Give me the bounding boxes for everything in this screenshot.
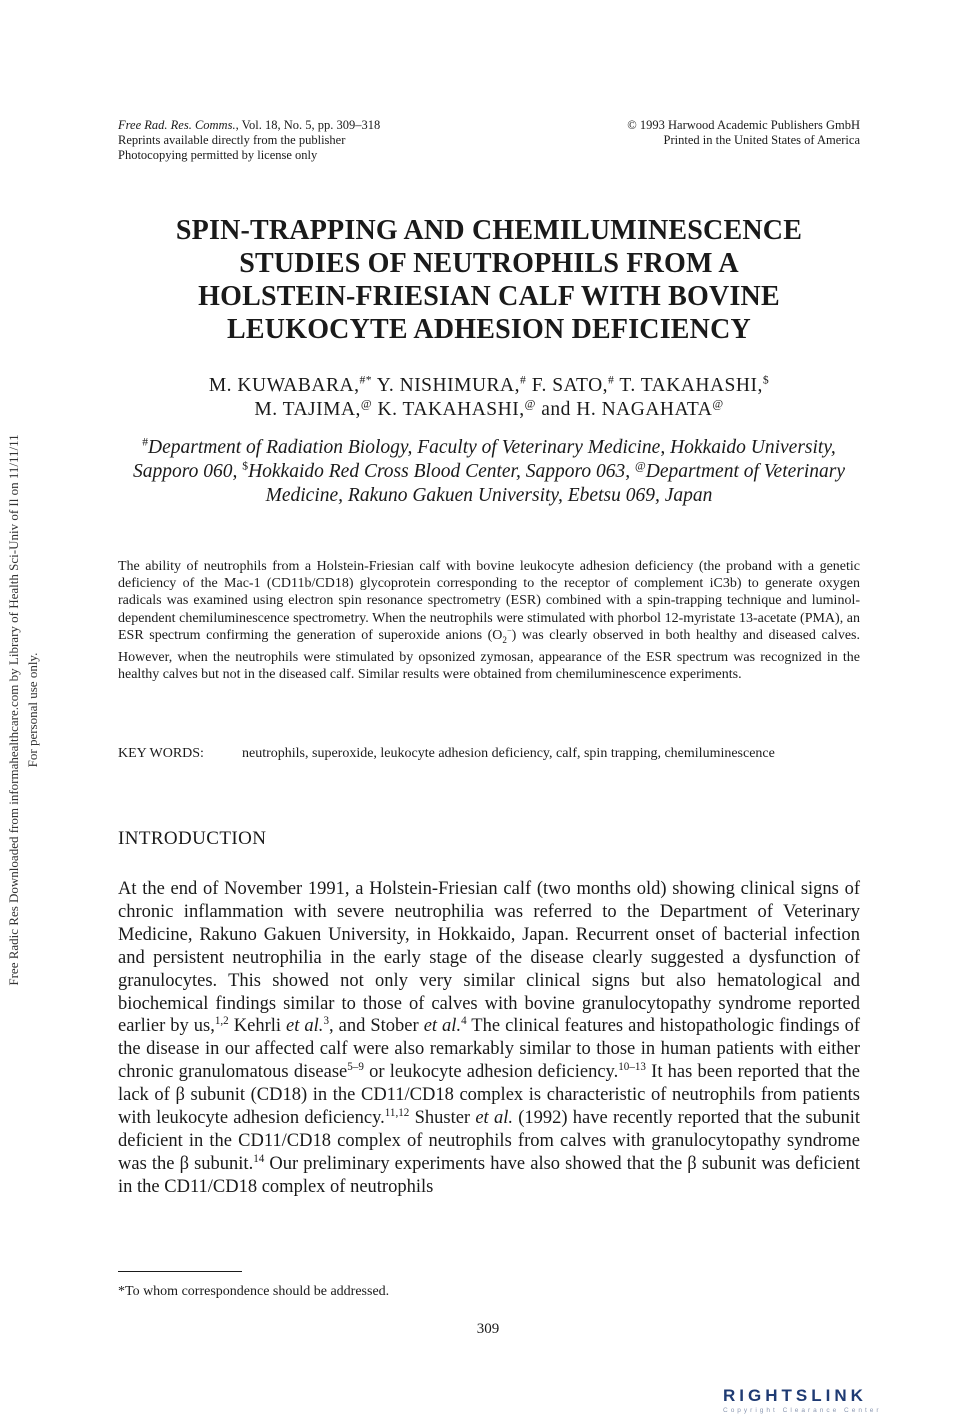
author-mark: @	[360, 397, 373, 411]
body-text: At the end of November 1991, a Holstein-Friesian calf (two months old) showing clinical signs of chronic inflammation with severe neutrophilia was referred to the Department of Veterinary Medicine, Rakuno Gakuen University, in Hokkaido, Japan. Recurrent onset of bacterial infection and persistent neutrophilia in the early stage of the disease clearly suggested a dysfunction of granulocytes. This showed not only very similar clinical signs but also hematological and biochemical findings similar to those of calves with bovine granulocytopathy syndrome reported earlier by us,	[118, 879, 860, 1037]
body-text: or leukocyte adhesion deficiency.	[363, 1062, 619, 1083]
author-name: K. TAKAHASHI,	[372, 399, 525, 420]
paper-title	[118, 214, 860, 346]
title-line: HOLSTEIN-FRIESIAN CALF WITH BOVINE	[198, 281, 780, 312]
footnote-rule	[118, 1271, 242, 1272]
reprints-note: Reprints available directly from the publisher	[118, 133, 346, 147]
title-line: LEUKOCYTE ADHESION DEFICIENCY	[227, 314, 751, 345]
page-number: 309	[476, 1321, 500, 1337]
copyright-line: © 1993 Harwood Academic Publishers GmbH	[627, 118, 860, 132]
journal-name: Free Rad. Res. Comms.	[118, 118, 236, 132]
body-text: et al.	[423, 1016, 462, 1037]
author-mark: #	[608, 373, 615, 387]
rightslink-tagline: Copyright Clearance Center	[723, 1407, 882, 1414]
footnote: *To whom correspondence should be addressed.	[118, 1284, 390, 1299]
printed-line: Printed in the United States of America	[663, 133, 860, 147]
title-line: SPIN-TRAPPING AND CHEMILUMINESCENCE	[175, 215, 803, 246]
body-text: Kehrli	[228, 1016, 287, 1037]
author-name: Y. NISHIMURA,	[372, 375, 520, 396]
download-notice-line2: For personal use only.	[25, 652, 40, 768]
author-mark: #	[520, 373, 527, 387]
author-list	[118, 374, 860, 422]
body-text: Our preliminary experiments have also showed that the β subunit was deficient in the CD11/CD18 complex of neutrophils	[118, 1153, 860, 1197]
keywords-label: KEY WORDS:	[118, 746, 204, 761]
reference-mark: 4	[461, 1015, 467, 1028]
author-mark: #*	[359, 373, 373, 387]
author-name: T. TAKAHASHI,	[614, 375, 763, 396]
abstract-superscript: −	[506, 626, 512, 636]
affiliation-text: Department of Veterinary Medicine, Rakuno Gakuen University, Ebetsu 069, Japan	[265, 461, 846, 506]
body-text: (1992) have recently reported that the subunit deficient in the CD11/CD18 complex of neutrophils from calves with granulocytopathy syndrome was the β subunit.	[118, 1108, 860, 1174]
publisher-block	[627, 118, 860, 148]
photocopying-note: Photocopying permitted by license only	[118, 148, 318, 162]
affiliation-mark: #	[142, 435, 149, 449]
keywords-text: neutrophils, superoxide, leukocyte adhesion deficiency, calf, spin trapping, chemiluminescence	[242, 746, 775, 761]
rightslink-logo[interactable]	[723, 1386, 963, 1418]
abstract	[118, 558, 860, 683]
reference-mark: 1,2	[214, 1015, 229, 1028]
author-mark: @	[712, 397, 724, 411]
affiliation-text: Department of Radiation Biology, Faculty of Veterinary Medicine, Hokkaido University, Sapporo 060,	[132, 437, 836, 482]
affiliation-mark: @	[634, 459, 646, 473]
title-line: STUDIES OF NEUTROPHILS FROM A	[239, 248, 739, 279]
body-text: Shuster	[409, 1108, 476, 1129]
body-text: et al.	[475, 1108, 513, 1129]
section-heading: INTRODUCTION	[118, 828, 267, 849]
author-name: and H. NAGAHATA	[535, 399, 713, 420]
affiliations	[118, 436, 860, 508]
reference-mark: 3	[323, 1015, 329, 1028]
author-name: M. TAJIMA,	[254, 399, 361, 420]
download-notice-line1: Free Radic Res Downloaded from informahealthcare.com by Library of Health Sci-Univ of Il on 11/11/11	[6, 434, 21, 986]
affiliation-text: Hokkaido Red Cross Blood Center, Sapporo 063,	[248, 461, 635, 482]
keywords	[118, 745, 860, 763]
abstract-text: ) was clearly observed in both healthy and diseased calves. However, when the neutrophils were stimulated by opsonized zymosan, appearance of the ESR spectrum was recognized in the healthy calves but not in the diseased calf. Similar results were obtained from chemiluminescence experiments.	[118, 627, 860, 683]
reference-mark: 11,12	[384, 1106, 410, 1119]
author-mark: $	[762, 373, 770, 387]
reference-mark: 14	[253, 1152, 265, 1165]
body-text: It has been reported that the lack of β subunit (CD18) in the CD11/CD18 complex is characteristic of neutrophils from patients with leukocyte adhesion deficiency.	[118, 1062, 861, 1129]
abstract-text: The ability of neutrophils from a Holstein-Friesian calf with bovine leukocyte adhesion deficiency (the proband with a genetic deficiency of the Mac-1 (CD11b/CD18) glycoprotein corresponding to the receptor of complement iC3b) to generate oxygen radicals was examined using electron spin resonance spectrometry (ESR) combined with a spin-trapping technique and luminol-dependent chemiluminescence spectrometry. When the neutrophils were stimulated with phorbol 12-myristate 13-acetate (PMA), an ESR spectrum confirming the generation of superoxide anions (O	[118, 559, 860, 643]
abstract-subscript: 2	[502, 634, 507, 645]
author-name: F. SATO,	[526, 375, 609, 396]
download-notice	[4, 360, 44, 1060]
reference-mark: 5–9	[347, 1061, 364, 1074]
rightslink-wordmark: RIGHTSLINK	[723, 1386, 867, 1405]
introduction-paragraph	[118, 878, 860, 1199]
body-text: , and Stober	[328, 1016, 424, 1037]
reference-mark: 10–13	[618, 1061, 646, 1074]
affiliation-mark: $	[242, 459, 249, 473]
body-text: et al.	[286, 1016, 324, 1037]
body-text: The clinical features and histopathologic findings of the disease in our affected calf were also remarkably similar to those in human patients with either chronic granulomatous disease	[118, 1016, 861, 1083]
author-name: M. KUWABARA,	[208, 375, 360, 396]
citation-block	[118, 118, 380, 163]
author-mark: @	[524, 397, 536, 411]
citation-details: , Vol. 18, No. 5, pp. 309–318	[235, 118, 381, 132]
